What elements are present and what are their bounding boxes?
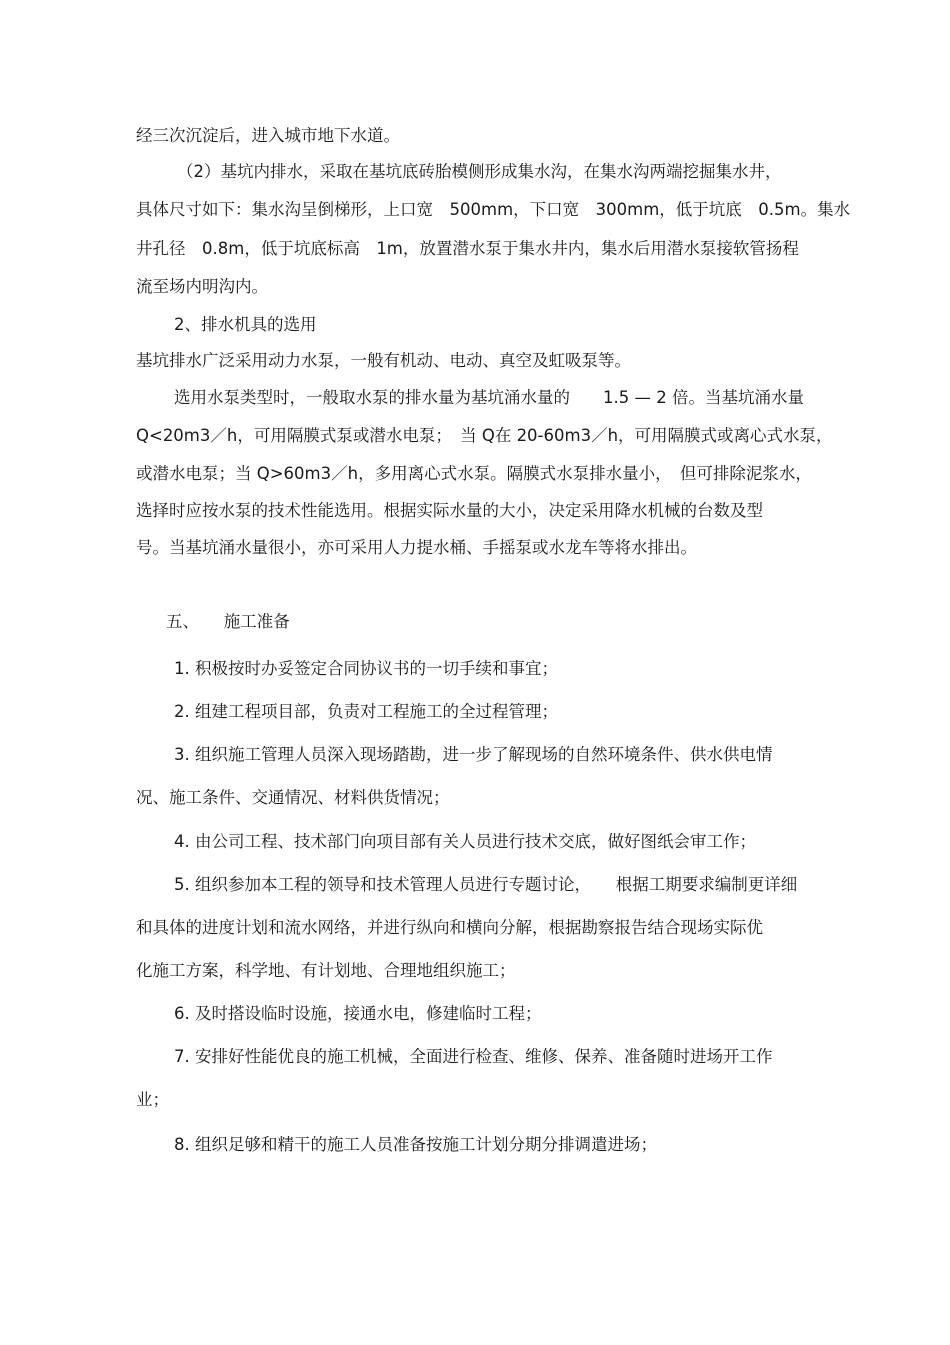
text-line: 流至场内明沟内。 <box>136 277 268 296</box>
text-line: 选用水泵类型时，一般取水泵的排水量为基坑涌水量的 1.5 — 2 倍。当基坑涌水量 <box>174 388 804 407</box>
list-item: 6. 及时搭设临时设施，接通水电，修建临时工程； <box>174 1004 542 1023</box>
list-item: 1. 积极按时办妥签定合同协议书的一切手续和事宜； <box>174 659 558 678</box>
list-item: 4. 由公司工程、技术部门向项目部有关人员进行技术交底，做好图纸会审工作； <box>174 832 756 851</box>
list-item: 7. 安排好性能优良的施工机械，全面进行检查、维修、保养、准备随时进场开工作 <box>174 1047 773 1066</box>
text-line: 选择时应按水泵的技术性能选用。根据实际水量的大小，决定采用降水机械的台数及型 <box>136 501 763 520</box>
text-line: 井孔径 0.8m，低于坑底标高 1m，放置潜水泵于集水井内，集水后用潜水泵接软管扬程 <box>136 239 799 258</box>
text-line: 号。当基坑涌水量很小，亦可采用人力提水桶、手摇泵或水龙车等将水排出。 <box>136 538 697 557</box>
list-item: 3. 组织施工管理人员深入现场踏勘，进一步了解现场的自然环境条件、供水供电情 <box>174 745 773 764</box>
section-heading: 2、排水机具的选用 <box>174 315 317 334</box>
text-line: Q<20m3／h，可用隔膜式泵或潜水电泵； 当 Q在 20-60m3／h，可用隔膜式或离心式水泵， <box>136 426 833 445</box>
list-item: 2. 组建工程项目部，负责对工程施工的全过程管理； <box>174 702 558 721</box>
list-item-continuation: 化施工方案，科学地、有计划地、合理地组织施工； <box>136 961 516 980</box>
list-item-continuation: 和具体的进度计划和流水网络，并进行纵向和横向分解，根据勘察报告结合现场实际优 <box>136 918 763 937</box>
text-line: 经三次沉淀后，进入城市地下水道。 <box>136 126 400 145</box>
text-line: 或潜水电泵；当 Q>60m3／h，多用离心式水泵。隔膜式水泵排水量小， 但可排除泥浆水， <box>136 464 812 483</box>
text-line: （2）基坑内排水，采取在基坑底砖胎模侧形成集水沟，在集水沟两端挖掘集水井， <box>177 162 782 181</box>
section-heading: 五、 施工准备 <box>166 612 290 631</box>
list-item: 8. 组织足够和精干的施工人员准备按施工计划分期分排调遣进场； <box>174 1135 657 1154</box>
text-line: 基坑排水广泛采用动力水泵，一般有机动、电动、真空及虹吸泵等。 <box>136 351 631 370</box>
list-item: 5. 组织参加本工程的领导和技术管理人员进行专题讨论， 根据工期要求编制更详细 <box>174 875 798 894</box>
list-item-continuation: 业； <box>136 1090 169 1109</box>
list-item-continuation: 况、施工条件、交通情况、材料供货情况； <box>136 788 450 807</box>
text-line: 具体尺寸如下：集水沟呈倒梯形，上口宽 500mm，下口宽 300mm，低于坑底 0.5m。集水 <box>136 200 851 219</box>
